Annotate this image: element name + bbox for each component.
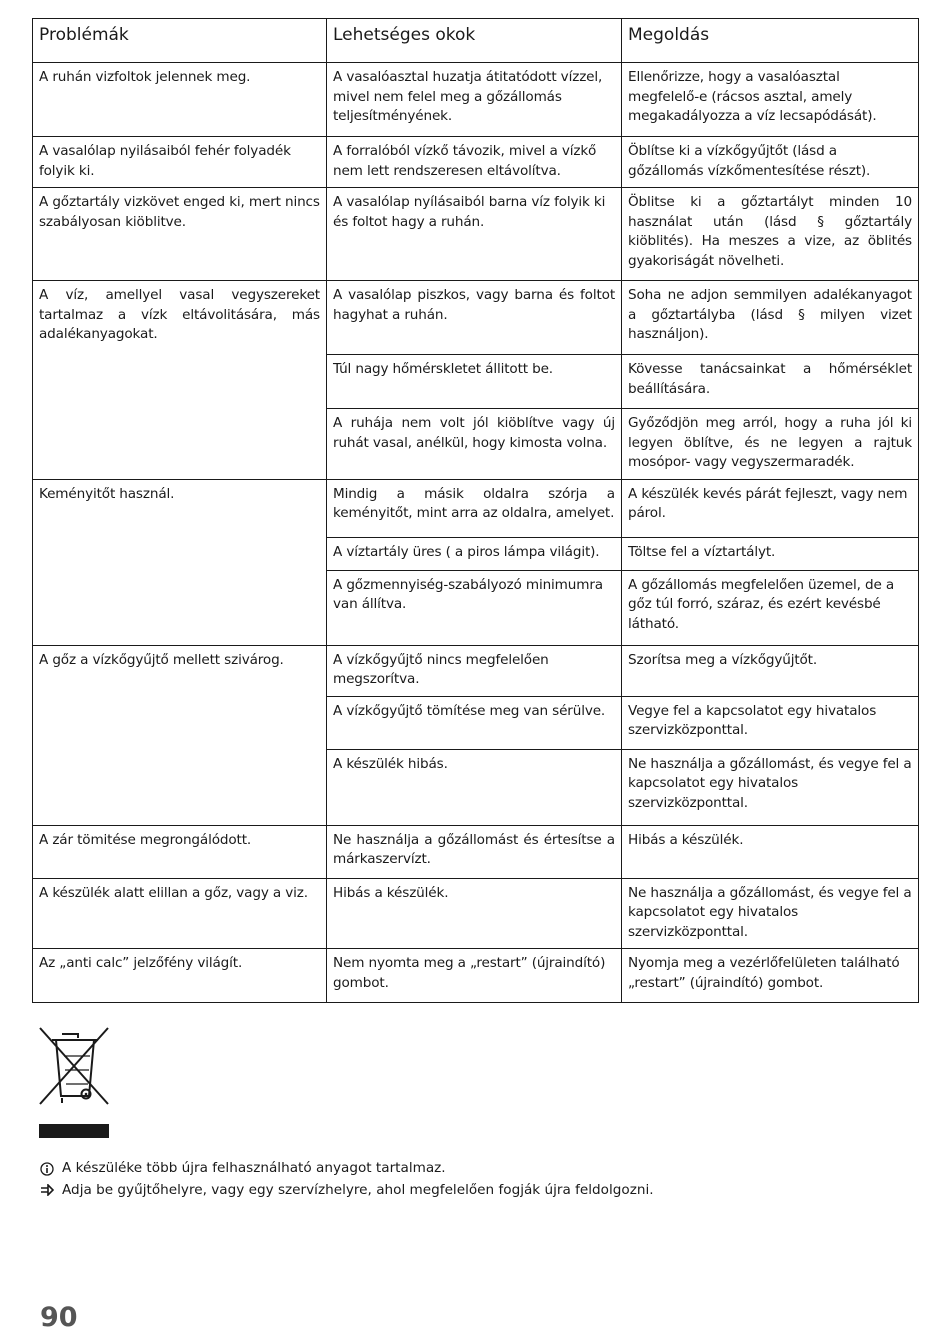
cause-cell: Mindig a másik oldalra szórja a keményitőt, mint arra az oldalra, amelyet. bbox=[327, 479, 622, 537]
problem-cell: A zár tömitése megrongálódott. bbox=[33, 825, 327, 878]
page-number: 90 bbox=[40, 1302, 78, 1333]
solution-cell: Kövesse tanácsainkat a hőmérséklet beállítására. bbox=[622, 355, 919, 409]
info-circle-icon bbox=[40, 1162, 62, 1176]
header-causes: Lehetséges okok bbox=[327, 19, 622, 63]
cause-cell: A gőzmennyiség-szabályozó minimumra van állítva. bbox=[327, 570, 622, 645]
table-row bbox=[33, 137, 919, 188]
info-note-text: A készüléke több újra felhasználható anyagot tartalmaz. bbox=[62, 1160, 446, 1176]
problem-cell: A vasalólap nyilásaiból fehér folyadék folyik ki. bbox=[33, 137, 327, 188]
cause-cell: A vasalólap piszkos, vagy barna és foltot hagyhat a ruhán. bbox=[327, 281, 622, 355]
arrow-right-icon bbox=[40, 1184, 62, 1196]
table-header-row bbox=[33, 19, 919, 63]
solution-cell: Töltse fel a víztartályt. bbox=[622, 537, 919, 570]
cause-cell: A vasalólap nyílásaiból barna víz folyik ki és foltot hagy a ruhán. bbox=[327, 188, 622, 281]
solution-cell: Ne használja a gőzállomást, és vegye fel a kapcsolatot egy hivatalos szervizközponttal. bbox=[622, 878, 919, 949]
table-row bbox=[33, 825, 919, 878]
action-note-text: Adja be gyűjtőhelyre, vagy egy szervízhelyre, ahol megfelelően fogják újra feldolgozni. bbox=[62, 1181, 654, 1198]
solution-cell: Soha ne adjon semmilyen adalékanyagot a gőztartályba (lásd § milyen vizet használjon). bbox=[622, 281, 919, 355]
problem-cell: A készülék alatt elillan a gőz, vagy a viz. bbox=[33, 878, 327, 949]
table-row bbox=[33, 281, 919, 355]
cause-cell: A ruhája nem volt jól kiöblítve vagy új ruhát vasal, anélkül, hogy kimosta volna. bbox=[327, 409, 622, 480]
solution-cell: Öblítse ki a vízkőgyűjtőt (lásd a gőzállomás vízkőmentesítése részt). bbox=[622, 137, 919, 188]
cause-cell: A vasalóasztal huzatja átitatódott vízzel, mivel nem felel meg a gőzállomás teljesítményének. bbox=[327, 63, 622, 137]
cause-cell: A víztartály üres ( a piros lámpa világit). bbox=[327, 537, 622, 570]
cause-cell: A forralóból vízkő távozik, mivel a vízkő nem lett rendszeresen eltávolítva. bbox=[327, 137, 622, 188]
solution-cell: Vegye fel a kapcsolatot egy hivatalos szervizközponttal. bbox=[622, 696, 919, 749]
solution-cell: A gőzállomás megfelelően üzemel, de a gőz túl forró, száraz, és ezért kevésbé látható. bbox=[622, 570, 919, 645]
crossed-out-wheelie-bin-icon bbox=[38, 1026, 110, 1140]
solution-cell: Nyomja meg a vezérlőfelületen található „restart” (újraindító) gombot. bbox=[622, 949, 919, 1003]
header-solution: Megoldás bbox=[622, 19, 919, 63]
table-row bbox=[33, 645, 919, 696]
cause-cell: Nem nyomta meg a „restart” (újraindító) gombot. bbox=[327, 949, 622, 1003]
solution-cell: Szorítsa meg a vízkőgyűjtőt. bbox=[622, 645, 919, 696]
solution-cell: A készülék kevés párát fejleszt, vagy nem párol. bbox=[622, 479, 919, 537]
problem-cell: Keményitőt használ. bbox=[33, 479, 327, 645]
info-note bbox=[40, 1158, 920, 1180]
problem-cell: A ruhán vizfoltok jelennek meg. bbox=[33, 63, 327, 137]
table-row bbox=[33, 479, 919, 537]
table-row bbox=[33, 949, 919, 1003]
header-problems: Problémák bbox=[33, 19, 327, 63]
cause-cell: Ne használja a gőzállomást és értesítse a márkaszervízt. bbox=[327, 825, 622, 878]
cause-cell: Hibás a készülék. bbox=[327, 878, 622, 949]
table-row bbox=[33, 878, 919, 949]
solution-cell: Ellenőrizze, hogy a vasalóasztal megfelelő-e (rácsos asztal, amely megakadályozza a víz lecsapódását). bbox=[622, 63, 919, 137]
problem-cell: A gőz a vízkőgyűjtő mellett szivárog. bbox=[33, 645, 327, 825]
table-row bbox=[33, 63, 919, 137]
recycling-notes bbox=[40, 1158, 920, 1201]
solution-cell: Győződjön meg arról, hogy a ruha jól ki legyen öblítve, és ne legyen a rajtuk mosópor- vagy vegyszermaradék. bbox=[622, 409, 919, 480]
problem-cell: A víz, amellyel vasal vegyszereket tartalmaz a vízk eltávolitására, más adalékanyagokat. bbox=[33, 281, 327, 480]
problem-cell: Az „anti calc” jelzőfény világít. bbox=[33, 949, 327, 1003]
action-note bbox=[40, 1180, 920, 1202]
troubleshooting-table bbox=[32, 18, 919, 1003]
solution-cell: Ne használja a gőzállomást, és vegye fel a kapcsolatot egy hivatalos szervizközponttal. bbox=[622, 749, 919, 825]
solution-cell: Öblitse ki a gőztartályt minden 10 használat után (lásd § gőztartály kiöblités). Ha meszes a vize, az öblités gyakoriságát növelheti. bbox=[622, 188, 919, 281]
cause-cell: A vízkőgyűjtő nincs megfelelően megszorítva. bbox=[327, 645, 622, 696]
problem-cell: A gőztartály vizkövet enged ki, mert nincs szabályosan kiöblitve. bbox=[33, 188, 327, 281]
solution-cell: Hibás a készülék. bbox=[622, 825, 919, 878]
cause-cell: Túl nagy hőmérskletet állitott be. bbox=[327, 355, 622, 409]
table-row bbox=[33, 188, 919, 281]
cause-cell: A vízkőgyűjtő tömítése meg van sérülve. bbox=[327, 696, 622, 749]
cause-cell: A készülék hibás. bbox=[327, 749, 622, 825]
